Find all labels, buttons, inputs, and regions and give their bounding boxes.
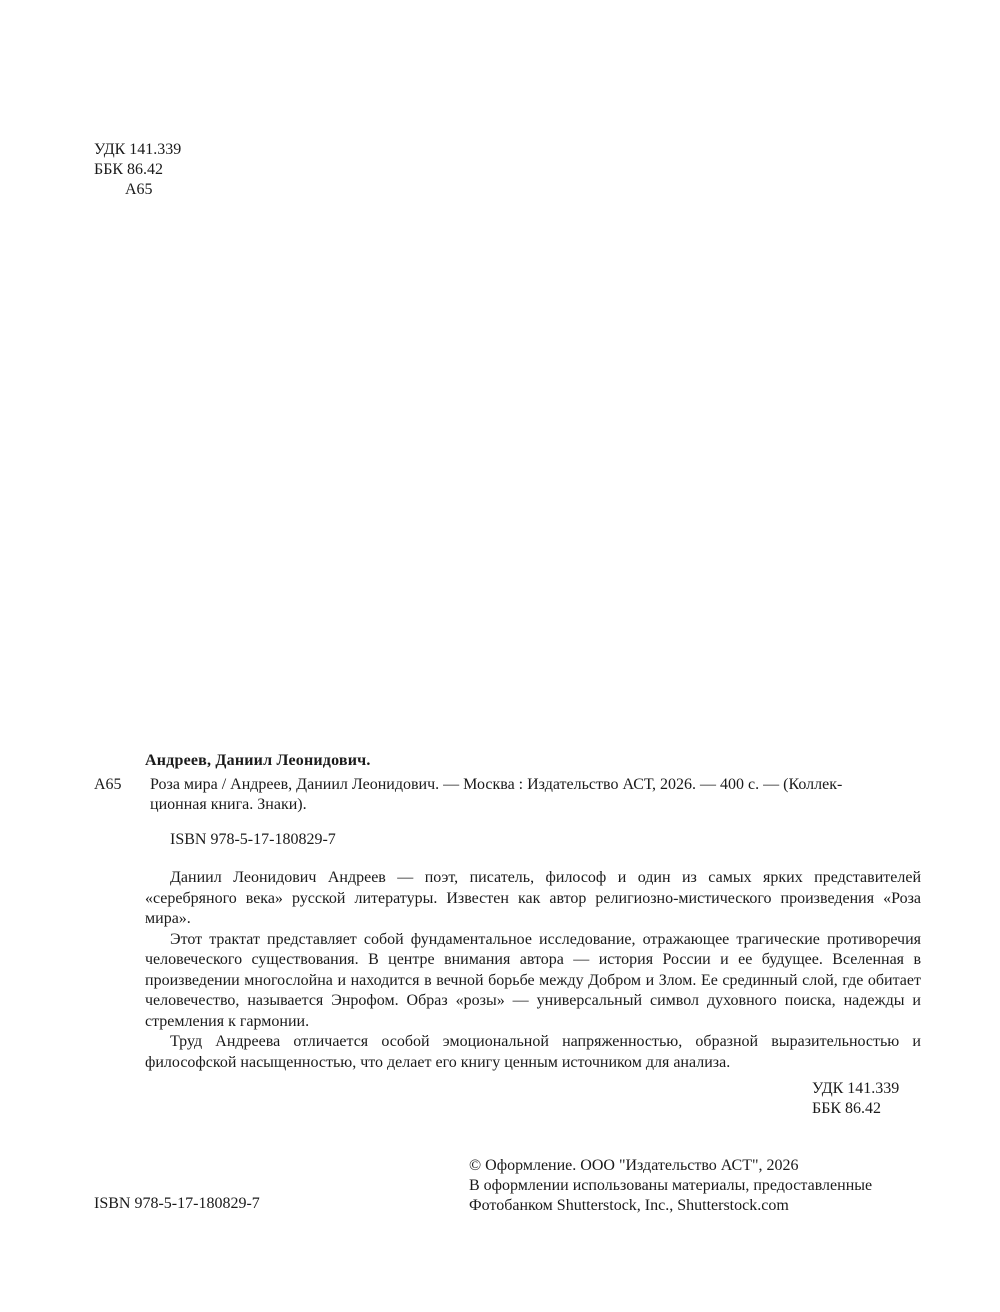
top-author-mark: А65 xyxy=(125,181,153,198)
isbn-main: ISBN 978-5-17-180829-7 xyxy=(170,831,336,848)
top-bbk-code: ББК 86.42 xyxy=(94,161,164,178)
isbn-bottom: ISBN 978-5-17-180829-7 xyxy=(94,1195,260,1212)
copyright-notice xyxy=(469,1156,872,1216)
annotation-paragraph-3: Труд Андреева отличается особой эмоциональной напряженностью, образной выразительностью и философской насыщенностью, что делает его книгу ценным источником для анализа. xyxy=(145,1033,921,1071)
bibliographic-record xyxy=(145,751,921,815)
biblio-author-mark: А65 xyxy=(94,776,122,793)
bottom-classification-codes xyxy=(812,1079,899,1119)
top-classification-codes xyxy=(94,140,181,200)
copyright-line-2: В оформлении использованы материалы, предоставленные xyxy=(469,1177,873,1194)
copyright-line-1: © Оформление. ООО "Издательство АСТ", 2026 xyxy=(469,1157,799,1174)
annotation-paragraph-2: Этот трактат представляет собой фундаментальное исследование, отражающее трагические противоречия человеческого существования. В центре внимания автора — история России и ее будущее. Вселенная в произведении многослойна и находится в вечной борьбе между Добром и Злом. Ее срединный слой, где обитает человечество, называется Энрофом. Образ «розы» — универсальный символ духовного поиска, надежды и стремления к гармонии. xyxy=(145,930,921,1030)
annotation-paragraph-1: Даниил Леонидович Андреев — поэт, писатель, философ и один из самых ярких представителей «серебряного века» русской литературы. Известен как автор религиозно-мистического произведения «Роза мира». xyxy=(145,869,921,927)
author-heading: Андреев, Даниил Леонидович. xyxy=(145,752,371,769)
bibliographic-description xyxy=(145,775,921,815)
bottom-udk-code: УДК 141.339 xyxy=(812,1080,900,1097)
description-line-2: ционная книга. Знаки). xyxy=(150,796,307,813)
bottom-bbk-code: ББК 86.42 xyxy=(812,1100,882,1117)
top-udk-code: УДК 141.339 xyxy=(94,141,182,158)
description-line-1: Роза мира / Андреев, Даниил Леонидович. — Москва : Издательство АСТ, 2026. — 400 с. — (Коллек- xyxy=(150,776,843,793)
annotation xyxy=(145,868,921,1073)
copyright-line-3: Фотобанком Shutterstock, Inc., Shutterstock.com xyxy=(469,1197,789,1214)
